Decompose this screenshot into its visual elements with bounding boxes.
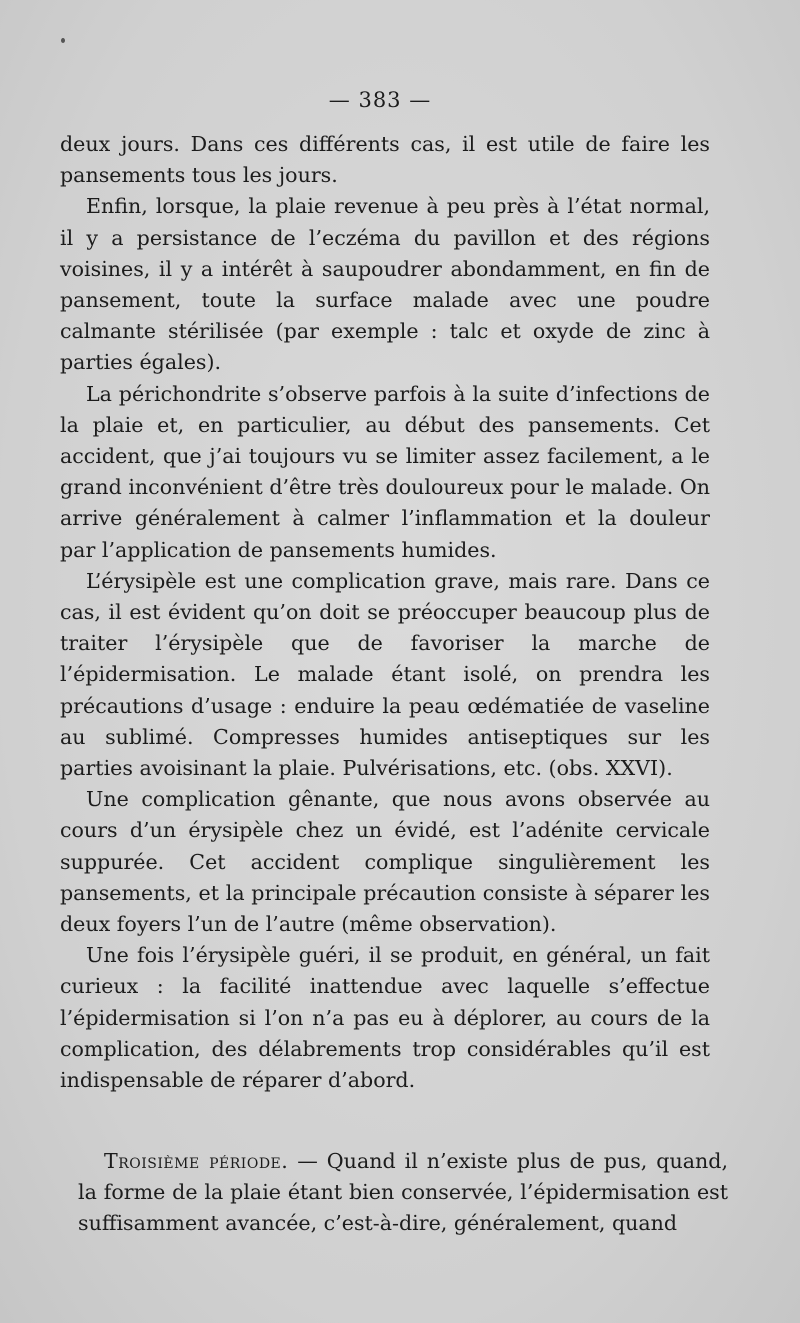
section-text: — Quand il n’existe plus de pus, quand, la forme de la plaie étant bien conservée, l’épidermisation est suffisamment avancée, c’est-à-dire, généralement, quand xyxy=(78,1149,729,1236)
body-text xyxy=(60,129,710,1096)
paragraph-erysipele: L’érysipèle est une complication grave, mais rare. Dans ce cas, il est évident qu’on doit se préoccuper beaucoup plus de traiter l’érysipèle que de favoriser la marche de l’épidermisation. Le malade étant isolé, on prendra les précautions d’usage : enduire la peau œdématiée de vaseline au sublimé. Compresses humides antiseptiques sur les parties avoisinant la plaie. Pulvérisations, etc. (obs. XXVI). xyxy=(60,568,710,781)
paragraph-adenite: Une complication gênante, que nous avons observée au cours d’un érysipèle chez un évidé, est l’adénite cervicale suppurée. Cet accident complique singulièrement les pansements, et la principale précaution consiste à séparer les deux foyers l’un de l’autre (même observation). xyxy=(60,787,710,937)
paragraph-perichondrite: La périchondrite s’observe parfois à la suite d’infections de la plaie et, en particulier, au début des pansements. Cet accident, que j’ai toujours vu se limiter assez facilement, a le grand inconvénient d’être très douloureux pour le malade. On arrive généralement à calmer l’inflammation et la douleur par l’application de pansements humides. xyxy=(60,381,710,562)
page-number: — 383 — xyxy=(328,88,432,112)
section-heading: Troisième période. xyxy=(104,1149,289,1173)
section-troisieme-periode xyxy=(78,1146,728,1240)
paper-speck xyxy=(61,38,65,43)
paragraph-epidermisation: Une fois l’érysipèle guéri, il se produit, en général, un fait curieux : la facilité inattendue avec laquelle s’effectue l’épidermisation si l’on n’a pas eu à déplorer, au cours de la complication, des délabrements trop considérables qu’il est indispensable de réparer d’abord. xyxy=(60,943,710,1093)
paragraph-continuation: deux jours. Dans ces différents cas, il est utile de faire les pansements tous les jours. xyxy=(60,132,710,188)
paragraph-eczema: Enfin, lorsque, la plaie revenue à peu près à l’état normal, il y a persistance de l’eczéma du pavillon et des régions voisines, il y a intérêt à saupoudrer abondamment, en fin de pansement, toute la surface malade avec une poudre calmante stérilisée (par exemple : talc et oxyde de zinc à parties égales). xyxy=(60,194,710,375)
